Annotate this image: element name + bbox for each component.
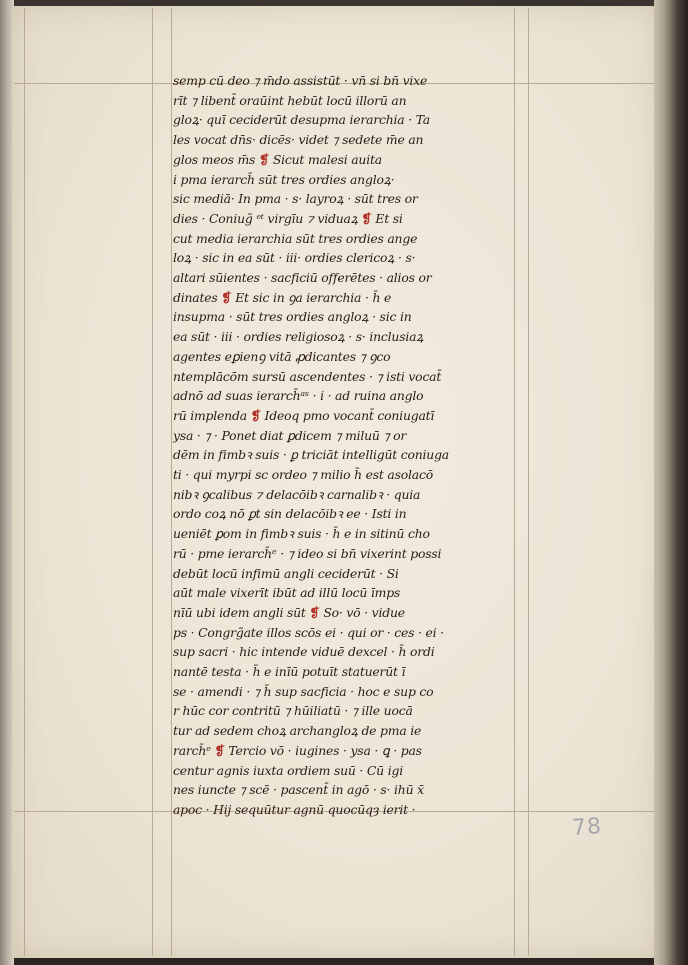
- folio-number: 78: [571, 813, 603, 842]
- text-line: nibꝛ ꝯcalibus ⁊ delacōibꝛ carnalibꝛ · quia: [173, 486, 421, 502]
- text-line: r hūc cor contritū ⁊ hūiliatū · ⁊ ille uocā: [173, 703, 413, 719]
- text-line: sup sacri · hic intende viduē dexcel · h̄ ordi: [173, 644, 435, 660]
- text-line: ti · qui myrpi sc ordeo ⁊ milio h̄ est asolacō: [173, 467, 433, 482]
- text-line: rū · pme ierarch̄ᵉ · ⁊ ideo si bn̄ vixerint possi: [173, 545, 442, 561]
- text-line: tur ad sedem choꝝ archangloꝝ de pma ie: [173, 723, 422, 739]
- text-line: rarch̄ᵉ ❡ Tercio vō · iugines · ysa · ꝗ · pas: [173, 742, 422, 758]
- text-line: centur agnis iuxta ordiem suū · Cū igi: [173, 762, 403, 778]
- text-line: ntemplācōm sursū ascendentes · ⁊ isti vocat̄: [173, 368, 442, 384]
- text-line: semp cū deo ⁊ m̄do assistūt · vn̄ si bn̄ vixe: [173, 73, 428, 88]
- text-line: insupma · sūt tres ordies angloꝝ · sic in: [173, 309, 412, 325]
- text-line: loꝝ · sic in ea sūt · iii· ordies clericoꝝ · s·: [173, 250, 416, 266]
- text-line: ea sūt · iii · ordies religiosoꝝ · s· inclusiaꝝ: [173, 329, 424, 345]
- text-line: ordo coꝝ nō ꝑt sin delacōibꝛ ee · Isti in: [173, 506, 407, 522]
- text-line: altari sūientes · sacficiū offerētes · alios or: [173, 270, 432, 285]
- text-line: rū implenda ❡ Ideoq pmo vocant̄ coniugatī: [173, 407, 435, 423]
- text-line: ueniēt ꝑom in fimbꝛ suis · h̄ e in sitinū cho: [173, 526, 430, 542]
- text-line: glos meos m̄s ❡ Sicut malesi auita: [173, 151, 382, 167]
- text-line: nīū ubi idem angli sūt ❡ So· vō · vidue: [173, 604, 405, 620]
- text-line: rīt ⁊ libent̄ oraūint hebūt locū illorū an: [173, 92, 407, 108]
- text-line: nantē testa · h̄ e inīū potuīt statuerūt ī: [173, 664, 406, 679]
- ruling-line-margin-left: [24, 8, 25, 956]
- ruling-line-left-outer: [152, 8, 153, 956]
- paragraph-mark: ❡: [258, 151, 270, 167]
- text-line: debūt locū infimū angli ceciderūt · Si: [173, 565, 399, 581]
- text-line: ysa · ⁊ · Ponet diat ꝑdicem ⁊ miluū ⁊ or: [173, 427, 407, 443]
- paragraph-mark: ❡: [309, 604, 320, 620]
- paragraph-mark: ❡: [221, 289, 232, 305]
- text-line: agentes eꝑienꝯ vitā ꝓdicantes ⁊ ꝯco: [173, 348, 391, 364]
- text-line: gloꝝ· quī ceciderūt desupma ierarchia · Ta: [173, 112, 430, 128]
- text-line: cut media ierarchia sūt tres ordies ange: [173, 230, 418, 246]
- ruling-line-left-inner: [171, 8, 172, 956]
- text-line: sic mediā· In pma · s· layroꝝ · sūt tres or: [173, 191, 418, 207]
- book-gutter-right: [654, 0, 688, 965]
- text-line: se · amendi · ⁊ h̄ sup sacficia · hoc e sup co: [173, 683, 434, 699]
- ruling-line-right-outer: [528, 8, 529, 956]
- paragraph-mark: ❡: [214, 742, 225, 758]
- text-line: aūt male vixerīt ibūt ad illū locū īmps: [173, 585, 401, 601]
- manuscript-text-block: [173, 70, 513, 817]
- text-line: dinates ❡ Et sic in ꝯa ierarchia · h̄ e: [173, 289, 392, 305]
- text-line: i pma ierarch̄ sūt tres ordies angloꝝ·: [173, 171, 395, 187]
- text-line: dies · Coniug̃ ᵉᵗ virgīu ⁊ viduaꝝ ❡ Et si: [173, 210, 403, 226]
- ruling-line-right-inner: [514, 8, 515, 956]
- text-line: ps · Congrg̃ate illos scōs ei · qui or · ces · ei ·: [173, 624, 444, 640]
- text-line: adnō ad suas ierarch̄ᵃˢ · i · ad ruina anglo: [173, 388, 424, 404]
- text-line: nes iuncte ⁊ scē · pascent̄ in agō · s· ihū x̄: [173, 782, 424, 798]
- text-line: apoc · Hij sequūtur agnū quocūqȝ ierit ·: [173, 801, 416, 817]
- text-line: les vocat dn̄s· dicēs· videt ⁊ sedete m̄e an: [173, 132, 424, 148]
- text-line: dēm in fimbꝛ suis · ꝑ triciāt intelligūt coniuga: [173, 447, 449, 463]
- paragraph-mark: ❡: [250, 407, 261, 423]
- paragraph-mark: ❡: [361, 210, 372, 226]
